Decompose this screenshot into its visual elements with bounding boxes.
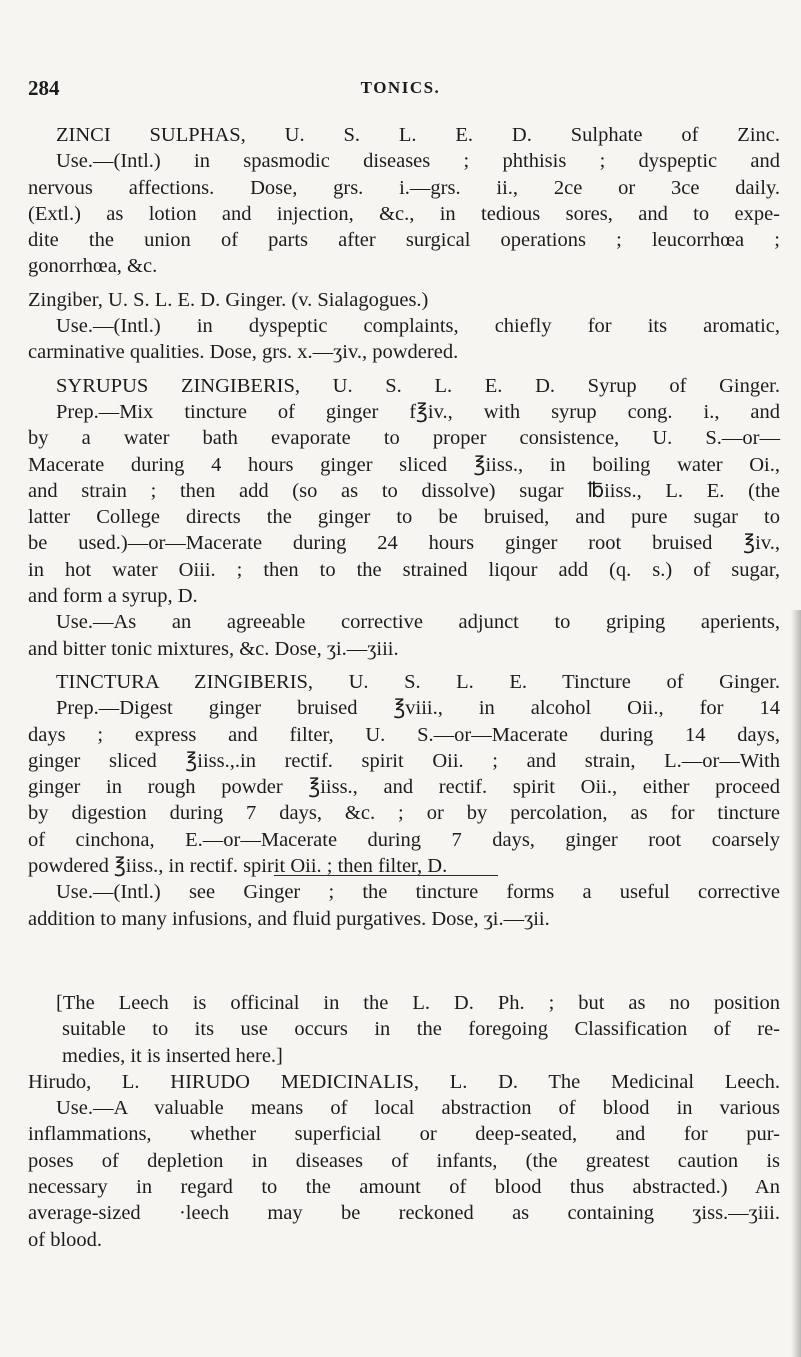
text-line: inflammations, whether superficial or deep-seated, and for pur-	[28, 1123, 780, 1146]
text-line: days ; express and filter, U. S.—or—Macerate during 14 days,	[28, 723, 780, 746]
text-line: Prep.—Mix tincture of ginger f℥iv., with syrup cong. i., and	[56, 400, 780, 423]
text-line: latter College directs the ginger to be bruised, and pure sugar to	[28, 506, 780, 529]
entry-heading-tinctura-zingiberis: TINCTURA ZINGIBERIS, U. S. L. E. Tincture of Ginger.	[56, 670, 780, 693]
text-line: suitable to its use occurs in the foregoing Classification of re-	[62, 1018, 780, 1041]
text-line: (Extl.) as lotion and injection, &c., in tedious sores, and to expe-	[28, 202, 780, 225]
text-line: Use.—(Intl.) in spasmodic diseases ; phthisis ; dyspeptic and	[56, 150, 780, 173]
page-edge-shadow	[791, 610, 801, 1357]
text-line: Use.—A valuable means of local abstraction of blood in various	[56, 1097, 780, 1120]
section-divider	[274, 875, 498, 876]
text-line: by digestion during 7 days, &c. ; or by percolation, as for tincture	[28, 802, 780, 825]
text-line: Macerate during 4 hours ginger sliced ℥iiss., in boiling water Oi.,	[28, 453, 780, 476]
text-line: Use.—As an agreeable corrective adjunct to griping aperients,	[56, 611, 780, 634]
text-line: by a water bath evaporate to proper consistence, U. S.—or—	[28, 427, 780, 450]
text-line: and form a syrup, D.	[28, 585, 198, 608]
page-body	[28, 122, 780, 1253]
leech-note: [The Leech is officinal in the L. D. Ph. ; but as no position	[56, 991, 780, 1014]
text-line: dite the union of parts after surgical operations ; leucorrhœa ;	[28, 229, 780, 252]
entry-heading-zingiber: Zingiber, U. S. L. E. D. Ginger. (v. Sialagogues.)	[28, 288, 429, 311]
text-line: of cinchona, E.—or—Macerate during 7 days, ginger root coarsely	[28, 828, 780, 851]
text-line: ginger in rough powder ℥iiss., and rectif. spirit Oii., either proceed	[28, 776, 780, 799]
text-line: and bitter tonic mixtures, &c. Dose, ʒi.—ʒiii.	[28, 637, 399, 660]
entry-heading-zinci-sulphas: ZINCI SULPHAS, U. S. L. E. D. Sulphate of Zinc.	[56, 124, 780, 146]
running-head: TONICS.	[360, 78, 441, 97]
page-header	[28, 76, 773, 102]
text-line: be used.)—or—Macerate during 24 hours ginger root bruised ℥iv.,	[28, 532, 780, 555]
text-line: of blood.	[28, 1228, 103, 1251]
entry-heading-syrupus-zingiberis: SYRUPUS ZINGIBERIS, U. S. L. E. D. Syrup of Ginger.	[56, 374, 780, 397]
text-line: Use.—(Intl.) see Ginger ; the tincture forms a useful corrective	[56, 881, 780, 904]
text-line: poses of depletion in diseases of infants, (the greatest caution is	[28, 1149, 780, 1172]
text-line: Use.—(Intl.) in dyspeptic complaints, chiefly for its aromatic,	[56, 315, 780, 338]
text-line: gonorrhœa, &c.	[28, 255, 158, 278]
text-line: Prep.—Digest ginger bruised ℥viii., in alcohol Oii., for 14	[56, 697, 780, 720]
entry-heading-hirudo: Hirudo, L. HIRUDO MEDICINALIS, L. D. The Medicinal Leech.	[28, 1070, 780, 1093]
text-line: addition to many infusions, and fluid purgatives. Dose, ʒi.—ʒii.	[28, 907, 550, 930]
text-line: necessary in regard to the amount of blood thus abstracted.) An	[28, 1175, 780, 1198]
page-number: 284	[28, 76, 60, 100]
text-line: average-sized ·leech may be reckoned as containing ʒiss.—ʒiii.	[28, 1202, 780, 1225]
text-line: ginger sliced ℥iiss.,.in rectif. spirit Oii. ; and strain, L.—or—With	[28, 749, 780, 772]
text-line: powdered ℥iiss., in rectif. spirit Oii. ; then filter, D.	[28, 855, 448, 878]
text-line: medies, it is inserted here.]	[62, 1044, 283, 1067]
text-line: carminative qualities. Dose, grs. x.—ʒiv., powdered.	[28, 341, 459, 364]
text-line: nervous affections. Dose, grs. i.—grs. ii., 2ce or 3ce daily.	[28, 176, 780, 199]
text-line: and strain ; then add (so as to dissolve) sugar ℔iiss., L. E. (the	[28, 479, 780, 502]
text-line: in hot water Oiii. ; then to the strained liqour add (q. s.) of sugar,	[28, 558, 780, 581]
